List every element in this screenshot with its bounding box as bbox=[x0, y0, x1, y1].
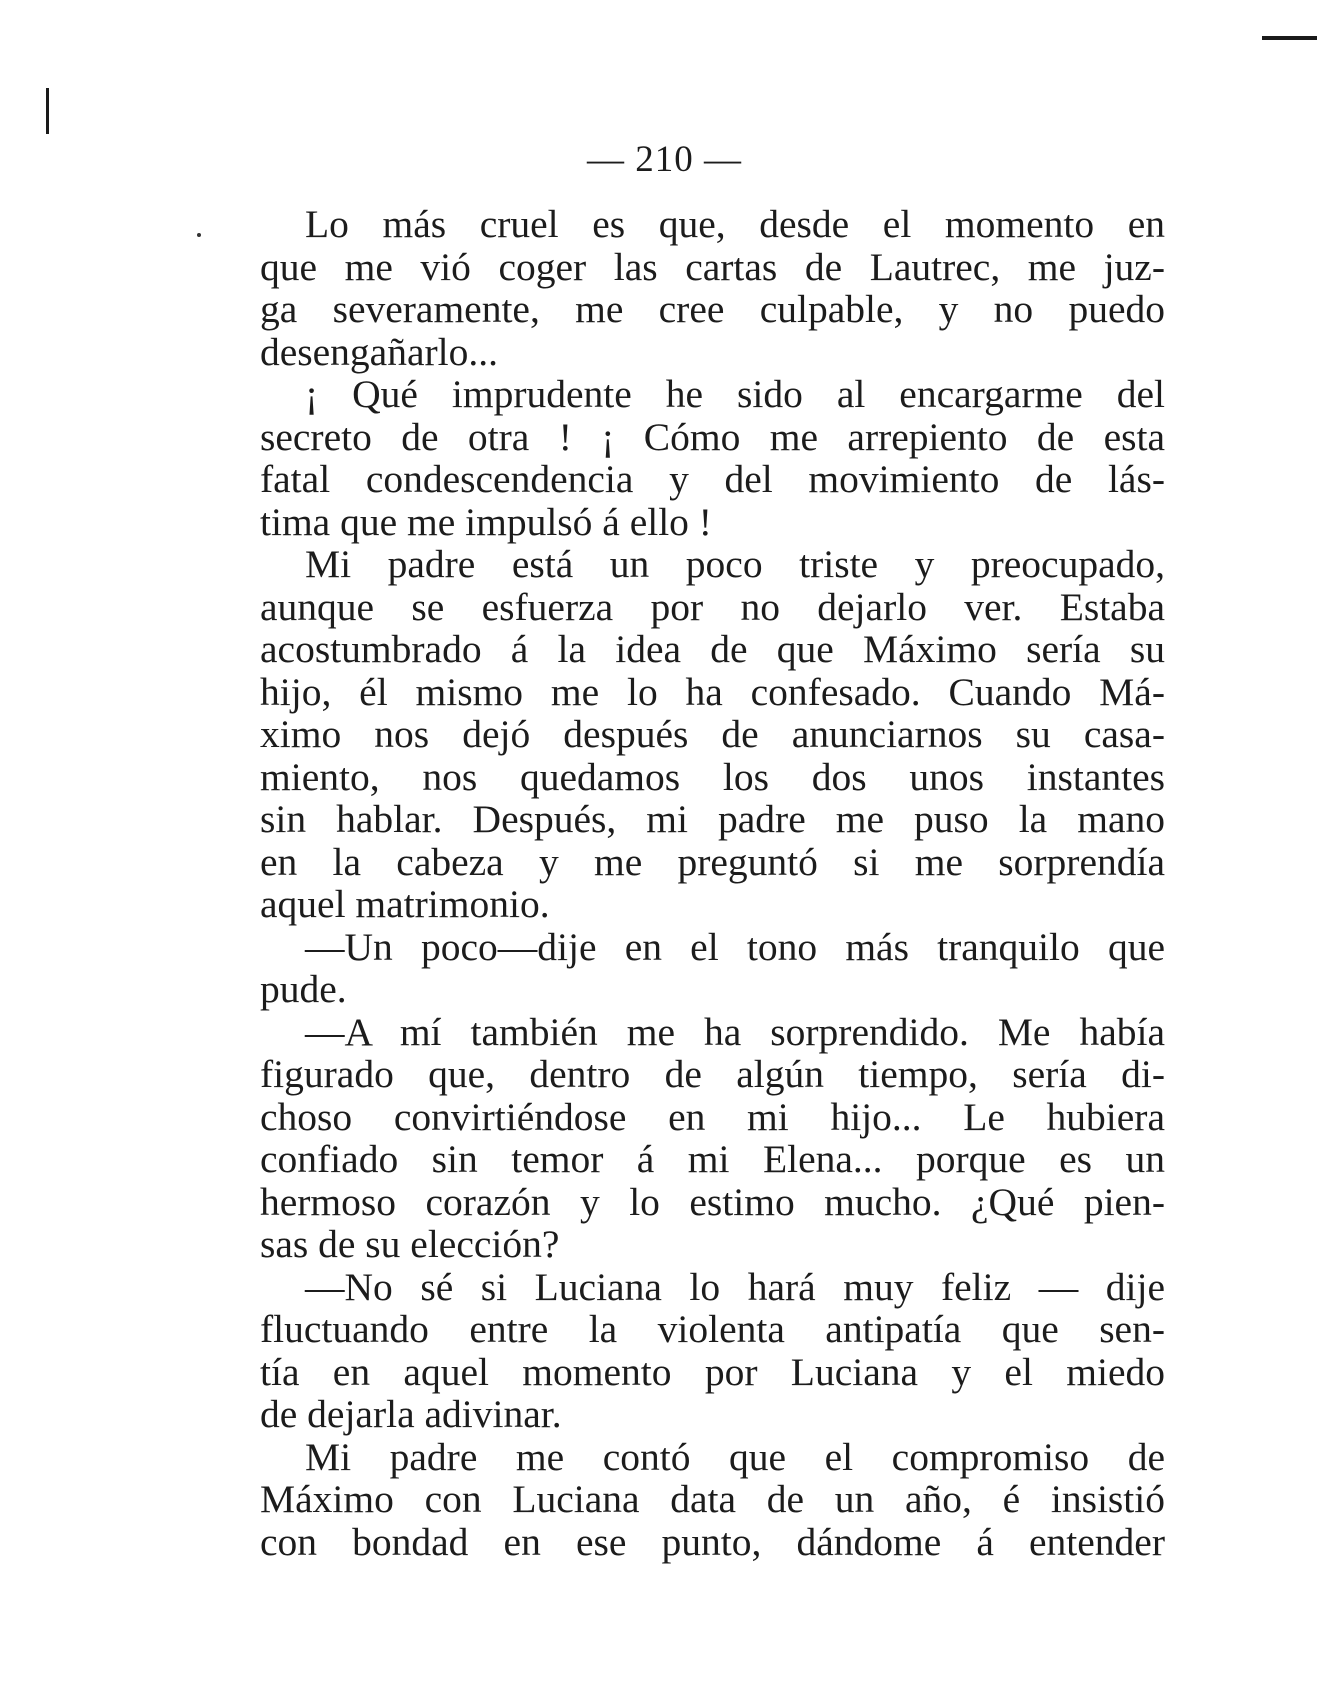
text-line: hermoso corazón y lo estimo mucho. ¿Qué pien- bbox=[260, 1179, 1165, 1224]
text-line: tía en aquel momento por Luciana y el miedo bbox=[260, 1349, 1165, 1394]
text-line: en la cabeza y me preguntó si me sorprendía bbox=[260, 839, 1165, 884]
text-line: —Un poco—dije en el tono más tranquilo que bbox=[305, 924, 1165, 969]
text-line: con bondad en ese punto, dándome á entender bbox=[260, 1519, 1165, 1564]
text-line: miento, nos quedamos los dos unos instantes bbox=[260, 754, 1165, 799]
text-line: de dejarla adivinar. bbox=[260, 1392, 562, 1436]
text-line: que me vió coger las cartas de Lautrec, me juz- bbox=[260, 244, 1165, 289]
text-line: confiado sin temor á mi Elena... porque es un bbox=[260, 1137, 1165, 1181]
text-line: aunque se esfuerza por no dejarlo ver. Estaba bbox=[260, 584, 1165, 629]
body-text bbox=[260, 203, 1165, 1563]
page-number: — 210 — bbox=[587, 139, 742, 180]
text-line: Mi padre está un poco triste y preocupado, bbox=[305, 542, 1165, 586]
scan-mark-left bbox=[46, 88, 49, 134]
text-line: Máximo con Luciana data de un año, é insistió bbox=[260, 1477, 1165, 1521]
text-line: pude. bbox=[260, 967, 347, 1011]
text-line: sin hablar. Después, mi padre me puso la mano bbox=[260, 797, 1165, 841]
text-line: ga severamente, me cree culpable, y no puedo bbox=[260, 287, 1165, 331]
text-line: acostumbrado á la idea de que Máximo sería su bbox=[260, 627, 1165, 671]
scan-mark-top-right bbox=[1262, 36, 1317, 40]
text-line: choso convirtiéndose en mi hijo... Le hubiera bbox=[260, 1094, 1165, 1139]
text-line: fluctuando entre la violenta antipatía que sen- bbox=[260, 1307, 1165, 1351]
text-line: sas de su elección? bbox=[260, 1222, 560, 1266]
text-line: figurado que, dentro de algún tiempo, sería di- bbox=[260, 1052, 1165, 1096]
text-line: desengañarlo... bbox=[260, 329, 499, 374]
text-line: secreto de otra ! ¡ Cómo me arrepiento de esta bbox=[260, 414, 1165, 459]
text-line: tima que me impulsó á ello ! bbox=[260, 499, 712, 544]
text-line: —A mí también me ha sorprendido. Me había bbox=[305, 1009, 1165, 1054]
text-line: Mi padre me contó que el compromiso de bbox=[305, 1434, 1165, 1479]
text-line: hijo, él mismo me lo ha confesado. Cuando Má- bbox=[260, 669, 1165, 714]
text-line: Lo más cruel es que, desde el momento en bbox=[305, 202, 1165, 246]
text-line: —No sé si Luciana lo hará muy feliz — dije bbox=[305, 1264, 1165, 1309]
text-line: aquel matrimonio. bbox=[260, 882, 550, 926]
text-line: ¡ Qué imprudente he sido al encargarme del bbox=[305, 372, 1165, 416]
text-line: ximo nos dejó después de anunciarnos su casa- bbox=[260, 712, 1165, 756]
ink-speck bbox=[197, 233, 201, 237]
text-line: fatal condescendencia y del movimiento de lás- bbox=[260, 457, 1165, 501]
